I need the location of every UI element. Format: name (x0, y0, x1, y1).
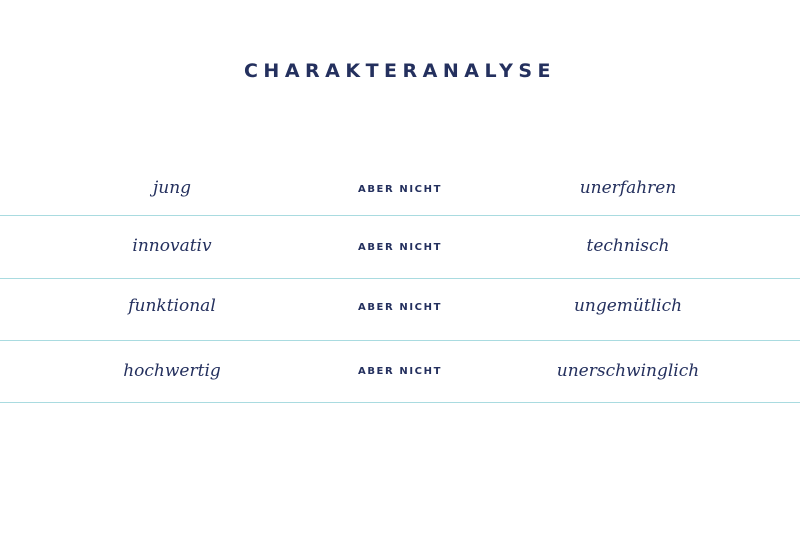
page-title: CHARAKTERANALYSE (243, 60, 557, 82)
row-divider (0, 340, 800, 341)
trait-negative: unerschwinglich (556, 361, 700, 381)
row-divider (0, 215, 800, 216)
trait-connector: ABER NICHT (358, 184, 442, 195)
trait-connector: ABER NICHT (358, 366, 442, 377)
trait-connector: ABER NICHT (358, 302, 442, 313)
trait-negative: technisch (586, 236, 670, 256)
row-divider (0, 402, 800, 403)
row-divider (0, 278, 800, 279)
trait-positive: hochwertig (123, 361, 221, 381)
trait-negative: ungemütlich (573, 296, 683, 316)
trait-positive: innovativ (132, 236, 212, 256)
trait-positive: jung (152, 178, 192, 198)
trait-negative: unerfahren (579, 178, 677, 198)
trait-positive: funktional (128, 296, 216, 316)
trait-connector: ABER NICHT (358, 242, 442, 253)
